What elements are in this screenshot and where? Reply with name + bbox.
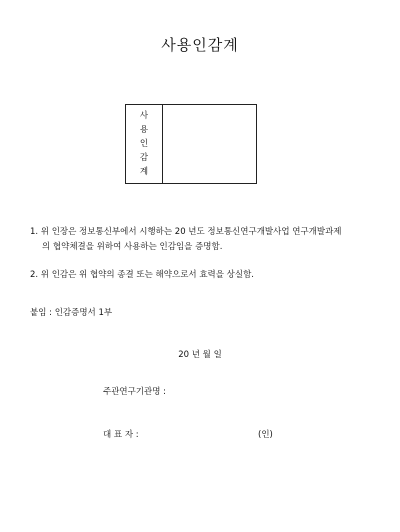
representative-label: 대 표 자 : (103, 430, 139, 440)
seal-label-char: 감 (139, 153, 149, 163)
seal-label-char: 인 (139, 139, 149, 149)
seal-box (125, 104, 257, 184)
document-title: 사용인감계 (161, 36, 239, 54)
seal-label (126, 105, 163, 183)
clause-1-line-1: 1. 위 인장은 정보통신부에서 시행하는 20 년도 정보통신연구개발사업 연구개발과제 (30, 227, 342, 237)
clause-1-line-2: 의 협약체결을 위하여 사용하는 인감임을 증명함. (42, 242, 223, 252)
org-label: 주관연구기관명 : (103, 387, 167, 397)
seal-label-char: 용 (139, 125, 149, 135)
seal-label-char: 계 (139, 167, 149, 177)
seal-label-char: 사 (139, 111, 149, 121)
clause-2: 2. 위 인감은 위 협약의 종결 또는 해약으로서 효력을 상실함. (30, 270, 254, 280)
attachment-line: 붙임 : 인감증명서 1부 (30, 308, 113, 318)
date-line: 20 년 월 일 (178, 350, 222, 360)
seal-impression-area (163, 105, 256, 183)
seal-mark: (인) (258, 430, 273, 440)
